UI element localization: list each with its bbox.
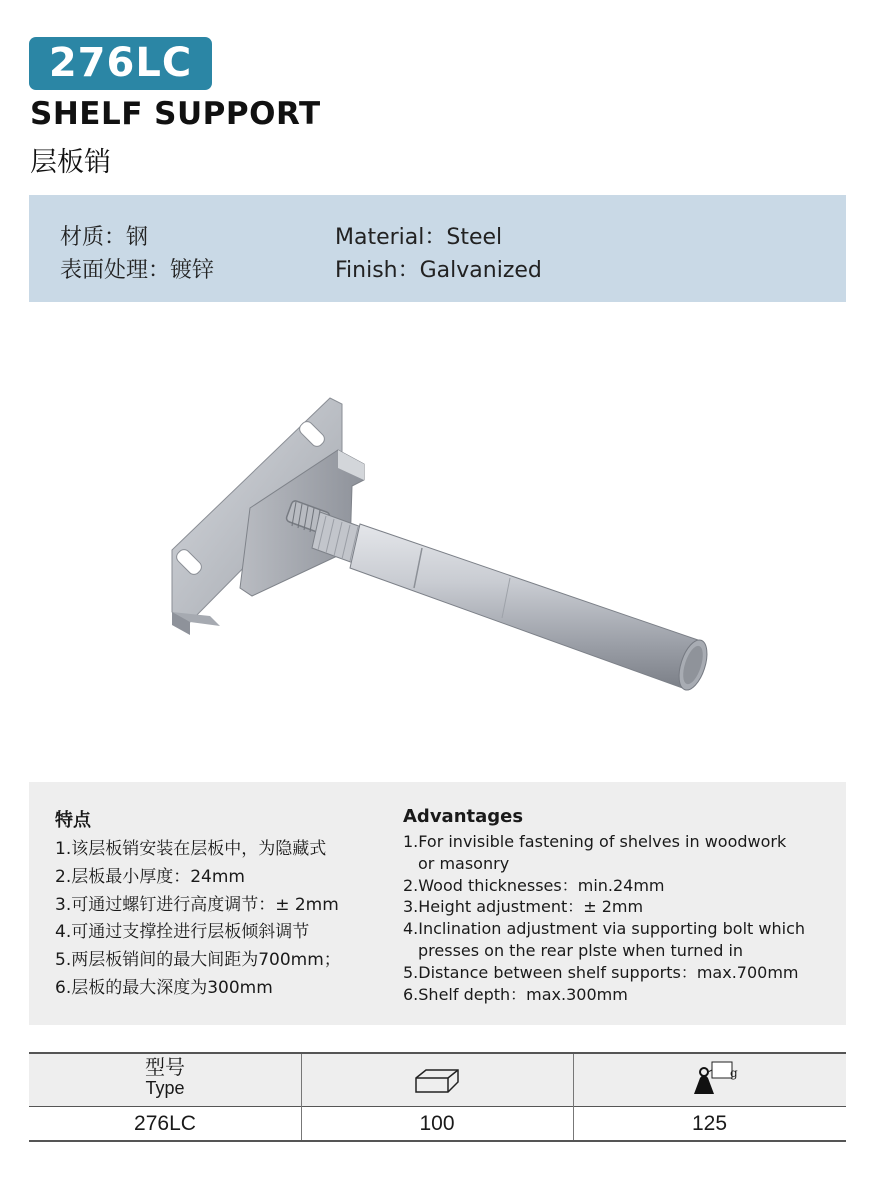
feature-cn-4: 4.可通过支撑拴进行层板倾斜调节 [55, 922, 310, 943]
feature-en-3: 3.Height adjustment：± 2mm [403, 897, 644, 917]
features-heading-cn: 特点 [55, 810, 91, 831]
spec-table [29, 1052, 846, 1142]
weight-icon [684, 1058, 736, 1098]
feature-cn-1: 1.该层板销安装在层板中，为隐藏式 [55, 839, 327, 859]
row-box-quantity: 100 [419, 1112, 455, 1135]
feature-cn-3: 3.可通过螺钉进行高度调节：± 2mm [55, 894, 339, 915]
features-heading-en: Advantages [403, 806, 524, 827]
product-title-cn: 层板销 [30, 147, 111, 178]
features-en [403, 806, 805, 1005]
table-top-rule [29, 1052, 846, 1054]
feature-en-1-cont: or masonry [418, 853, 510, 873]
box-header [301, 1066, 573, 1101]
product-title-en: SHELF SUPPORT [30, 96, 321, 132]
material-en: Material：Steel [335, 225, 503, 250]
feature-en-1: 1.For invisible fastening of shelves in woodwork [403, 832, 787, 851]
product-image [160, 390, 720, 710]
weight-icon-letter: g [730, 1066, 738, 1080]
table-bottom-rule [29, 1140, 846, 1142]
finish-cn: 表面处理：镀锌 [60, 258, 215, 283]
features-cn [55, 806, 341, 1003]
row-type: 276LC [134, 1112, 196, 1135]
finish-en: Finish：Galvanized [335, 258, 542, 283]
type-header-en: Type [145, 1078, 185, 1098]
box-icon [412, 1066, 462, 1096]
model-badge: 276LC [29, 37, 212, 90]
feature-en-4-cont: presses on the rear plste when turned in [418, 940, 744, 960]
material-cn: 材质：钢 [60, 225, 149, 250]
feature-cn-6: 6.层板的最大深度为300mm [55, 977, 273, 998]
feature-en-2: 2.Wood thicknesses：min.24mm [403, 875, 665, 895]
feature-en-4: 4.Inclination adjustment via supporting bolt which [403, 919, 805, 939]
table-mid-rule [29, 1106, 846, 1107]
feature-cn-2: 2.层板最小厚度：24mm [55, 866, 245, 887]
feature-en-6: 6.Shelf depth：max.300mm [403, 984, 628, 1004]
type-header [29, 1056, 301, 1098]
row-weight: 125 [691, 1112, 728, 1135]
type-header-cn: 型号 [145, 1055, 185, 1079]
weight-header [573, 1058, 846, 1103]
feature-cn-5: 5.两层板销间的最大间距为700mm； [55, 950, 341, 971]
feature-en-5: 5.Distance between shelf supports：max.700mm [403, 962, 799, 982]
